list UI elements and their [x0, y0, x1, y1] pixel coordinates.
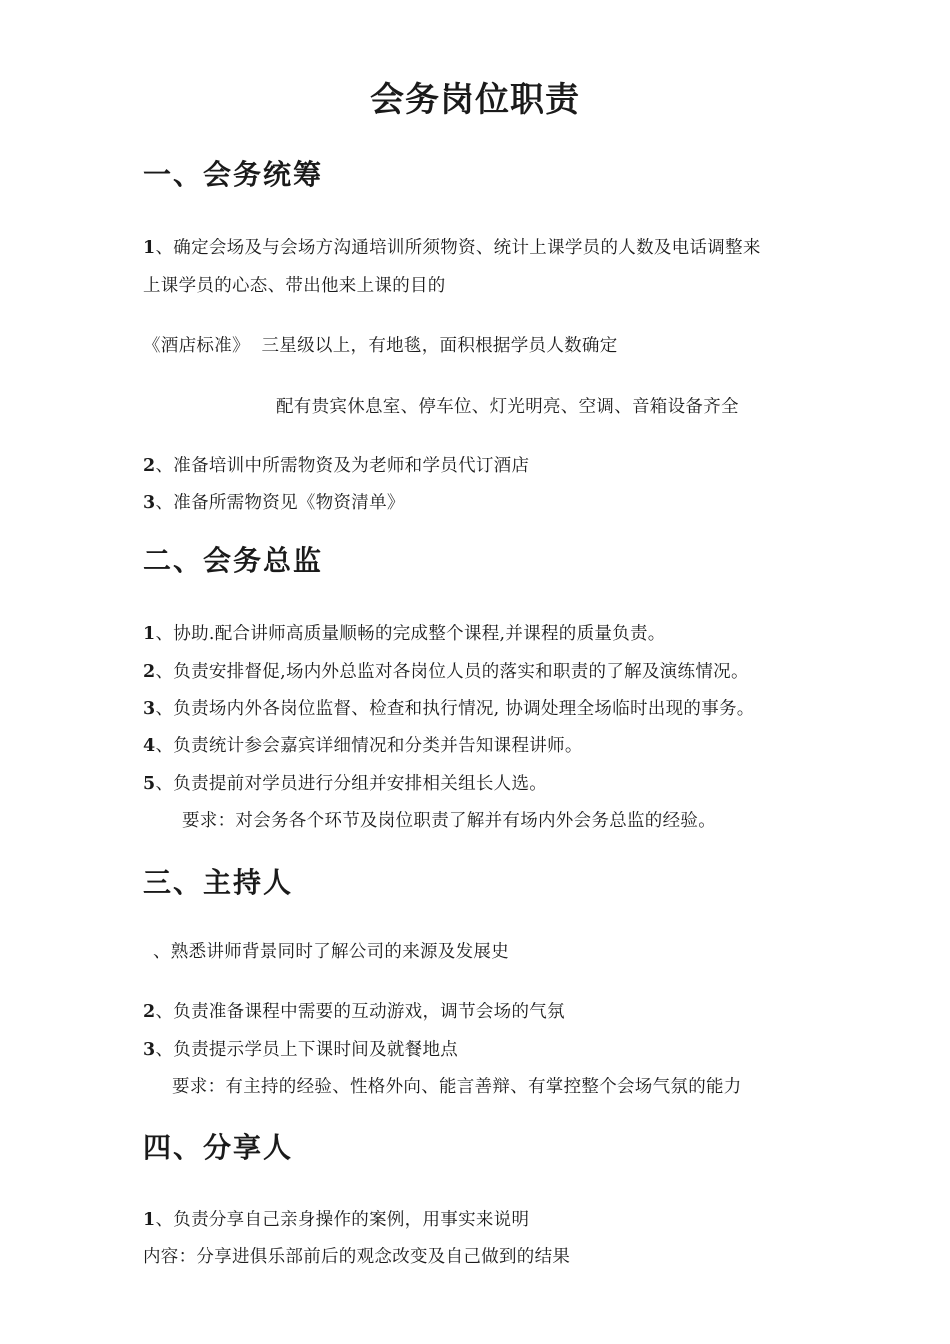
list-item	[153, 938, 509, 963]
list-item	[143, 658, 749, 683]
section-heading-4: 四、分享人	[143, 1131, 294, 1164]
item-text: 、负责安排督促,场内外总监对各岗位人员的落实和职责的了解及演练情况。	[155, 662, 749, 682]
item-number: 4	[143, 736, 156, 756]
item-text: 、负责提示学员上下课时间及就餐地点	[155, 1040, 459, 1060]
item-number: 3	[143, 699, 156, 719]
section-heading-1: 一、会务统筹	[143, 158, 324, 191]
list-item	[143, 695, 755, 720]
content-line	[143, 1243, 570, 1268]
item-number: 1	[143, 238, 156, 258]
item-text: 、确定会场及与会场方沟通培训所须物资、统计上课学员的人数及电话调整来	[155, 238, 761, 258]
requirement-line	[172, 1073, 742, 1098]
list-item	[143, 332, 618, 357]
item-number: 3	[143, 493, 156, 513]
list-item	[143, 489, 405, 514]
list-item	[143, 452, 529, 477]
item-text: 、准备培训中所需物资及为老师和学员代订酒店	[155, 456, 530, 476]
item-text: 要求：有主持的经验、性格外向、能言善辩、有掌控整个会场气氛的能力	[172, 1077, 742, 1097]
item-number: 1	[143, 1210, 156, 1230]
item-text: 配有贵宾休息室、停车位、灯光明亮、空调、音箱设备齐全	[276, 397, 739, 417]
item-text: 、负责提前对学员进行分组并安排相关组长人选。	[155, 774, 548, 794]
item-text: 、协助.配合讲师高质量顺畅的完成整个课程,并课程的质量负责。	[155, 624, 666, 644]
item-number: 5	[143, 774, 156, 794]
list-item	[143, 1206, 529, 1231]
item-text: 要求：对会务各个环节及岗位职责了解并有场内外会务总监的经验。	[182, 811, 716, 831]
item-number: 1	[143, 624, 156, 644]
item-text: 《酒店标准》 三星级以上，有地毯，面积根据学员人数确定	[143, 336, 618, 356]
item-number: 2	[143, 456, 156, 476]
item-text: 、熟悉讲师背景同时了解公司的来源及发展史	[153, 942, 509, 962]
item-text: 内容：分享进俱乐部前后的观念改变及自己做到的结果	[143, 1247, 571, 1267]
list-item	[143, 272, 446, 297]
list-item	[276, 393, 739, 418]
item-number: 3	[143, 1040, 156, 1060]
item-number: 2	[143, 662, 156, 682]
item-number: 2	[143, 1002, 156, 1022]
item-text: 、负责统计参会嘉宾详细情况和分类并告知课程讲师。	[155, 736, 583, 756]
item-text: 、负责分享自己亲身操作的案例，用事实来说明	[155, 1210, 530, 1230]
item-text: 上课学员的心态、带出他来上课的目的	[143, 276, 446, 296]
list-item	[143, 732, 583, 757]
item-text: 、负责场内外各岗位监督、检查和执行情况, 协调处理全场临时出现的事务。	[155, 699, 755, 719]
item-text: 、负责准备课程中需要的互动游戏，调节会场的气氛	[155, 1002, 565, 1022]
requirement-line	[182, 807, 716, 832]
list-item	[143, 234, 761, 259]
list-item	[143, 1036, 458, 1061]
section-heading-3: 三、主持人	[143, 866, 294, 899]
list-item	[143, 770, 547, 795]
list-item	[143, 998, 565, 1023]
item-text: 、准备所需物资见《物资清单》	[155, 493, 405, 513]
section-heading-2: 二、会务总监	[143, 544, 324, 577]
list-item	[143, 620, 666, 645]
document-title: 会务岗位职责	[370, 80, 580, 120]
